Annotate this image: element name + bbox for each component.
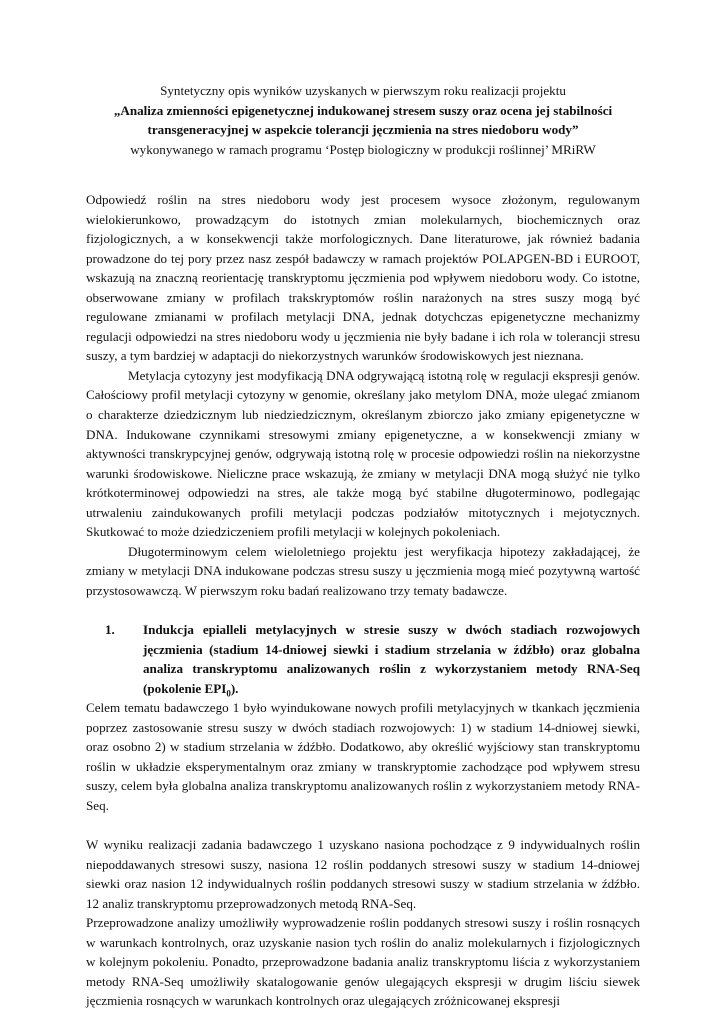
document-body bbox=[86, 190, 640, 1011]
spacer bbox=[86, 815, 640, 835]
topic-heading-text: Indukcja epialleli metylacyjnych w stresie suszy w dwóch stadiach rozwojowych jęczmienia (stadium 14-dniowej siewki i stadium strzelania w źdźbło) oraz globalna analiza transkryptomu analizowanych roślin z wykorzystaniem metody RNA-Seq (pokolenie EPI bbox=[143, 621, 640, 696]
topic-number: 1. bbox=[105, 621, 115, 637]
program-line: wykonywanego w ramach programu ‘Postęp biologiczny w produkcji roślinnej’ MRiRW bbox=[130, 141, 596, 157]
header-intro-line: Syntetyczny opis wyników uzyskanych w pierwszym roku realizacji projektu bbox=[160, 83, 566, 98]
project-title-line-2: transgeneracyjnej w aspekcie tolerancji jęczmienia na stres niedoboru wody” bbox=[147, 122, 579, 137]
paragraph-methylation: Metylacja cytozyny jest modyfikacją DNA odgrywającą istotną rolę w regulacji ekspresji genów. Całościowy profil metylacji cytozyny w genomie, określany jako metylom DNA, może ulegać zmianom o charakterze dziedzicznym lub niedziedzicznym, określanym zbiorczo jako zmiany epigenetyczne w DNA. Indukowane czynnikami stresowymi zmiany epigenetyczne, a w konsekwencji zmiany w aktywności transkrypcyjnej genów, odgrywają istotną rolę w procesie odpowiedzi roślin na niekorzystne warunki środowiskowe. Nieliczne prace wskazują, że zmiany w metylacji DNA mogą służyć nie tylko krótkoterminowej odpowiedzi na stres, ale także mogą być stabilne długoterminowo, podlegając utrwaleniu zaindukowanych profili metylacji podczas podziałów mitotycznych i mejotycznych. Skutkować to może dziedziczeniem profili metylacji w kolejnych pokoleniach. bbox=[86, 367, 640, 540]
paragraph-intro: Odpowiedź roślin na stres niedoboru wody jest procesem wysoce złożonym, regulowanym wielokierunkowo, prowadzącym do istotnych zmian molekularnych, biochemicznych oraz fizjologicznych, a w konsekwencji także morfologicznych. Dane literaturowe, jak również badania prowadzone do tej pory przez nasz zespół badawczy w ramach projektów POLAPGEN-BD i EUROOT, wskazują na znaczną reorientację transkryptomu jęczmienia pod wpływem niedoboru wody. Co istotne, obserwowane zmiany w profilach trakskryptomów roślin narażonych na stres suszy mogą być regulowane zmianami w profilach metylacji DNA, jednak dotychczas epigenetyczne mechanizmy regulacji odpowiedzi na stres niedoboru wody u jęczmienia nie były badane i ich rola w tolerancji stresu suszy, a tym bardziej w adaptacji do niekorzystnych warunków środowiskowych jest nieznana. bbox=[86, 192, 640, 364]
spacer bbox=[86, 600, 640, 620]
document-header bbox=[86, 81, 640, 159]
topic-heading bbox=[143, 620, 640, 698]
paragraph-results: W wyniku realizacji zadania badawczego 1 uzyskano nasiona pochodzące z 9 indywidualnych roślin niepoddawanych stresowi suszy, nasiona 12 roślin poddanych stresowi suszy w stadium 14-dniowej siewki oraz nasion 12 indywidualnych roślin poddanych stresowi suszy w stadium strzelania w źdźbło. 12 analiz transkryptomu przeprowadzonych metodą RNA-Seq. bbox=[86, 836, 640, 911]
topic-heading-end: ). bbox=[230, 680, 239, 696]
paragraph-analyses: Przeprowadzone analizy umożliwiły wyprowadzenie roślin poddanych stresowi suszy i roślin rosnących w warunkach kontrolnych, oraz uzyskanie nasion tych roślin do analiz molekularnych i fizjologicznych w kolejnym pokoleniu. Ponadto, przeprowadzone badania analiz transkryptomu liścia z wykorzystaniem metody RNA-Seq umożliwiły skatalogowanie genów ulegających ekspresji w drugim liściu siewek jęczmienia rosnących w warunkach kontrolnych oraz ulegających zróżnicowanej ekspresji bbox=[86, 915, 640, 1009]
paragraph-goal: Długoterminowym celem wieloletniego projektu jest weryfikacja hipotezy zakładającej, że zmiany w metylacji DNA indukowane podczas stresu suszy u jęczmienia mogą mieć pozytywną wartość przystosowawczą. W pierwszym roku badań realizowano trzy tematy badawcze. bbox=[86, 543, 640, 598]
topic-heading-subscript: 0 bbox=[226, 688, 231, 699]
paragraph-topic-aim: Celem tematu badawczego 1 było wyindukowane nowych profili metylacyjnych w tkankach jęczmienia poprzez zastosowanie stresu suszy w dwóch stadiach rozwojowych: 1) w stadium 14-dniowej siewki, oraz osobno 2) w stadium strzelania w źdźbło. Dodatkowo, aby określić wyjściowy stan transkryptomu roślin w układzie eksperymentalnym oraz zmiany w transkryptomie zachodzące pod wpływem stresu suszy, celem była globalna analiza transkryptomu analizowanych roślin z wykorzystaniem metody RNA-Seq. bbox=[86, 700, 640, 813]
numbered-topic-1 bbox=[86, 620, 640, 698]
project-title-line-1: „Analiza zmienności epigenetycznej indukowanej stresem suszy oraz ocena jej stabilności bbox=[113, 102, 613, 118]
